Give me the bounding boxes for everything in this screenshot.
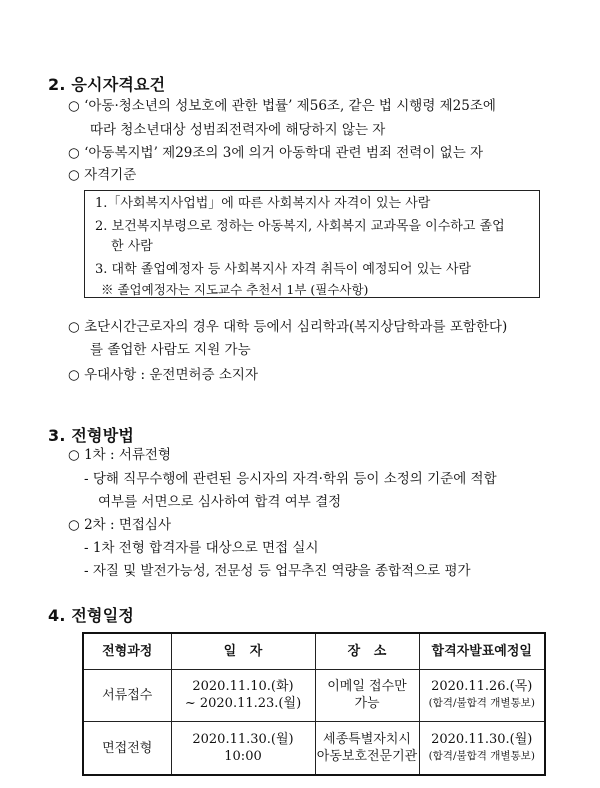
- qualification-2-cont: 한 사람: [111, 239, 153, 254]
- schedule-header-row: [83, 633, 545, 669]
- qualification-1: 1.「사회복지사업법」에 따른 사회복지사 자격이 있는 사람: [95, 196, 431, 211]
- date-cell: [171, 722, 315, 775]
- date-cell: [171, 669, 315, 722]
- selection-step-1-desc-cont: 여부를 서면으로 심사하여 합격 여부 결정: [98, 494, 342, 510]
- section-2-title: 2. 응시자격요건: [48, 75, 166, 94]
- schedule-row: [83, 722, 545, 775]
- qualification-note: ※ 졸업예정자는 지도교수 추천서 1부 (필수사항): [101, 282, 369, 297]
- date-line-1: 2020.11.30.(월): [192, 732, 294, 748]
- place-line-2: 아동보호전문기관: [316, 749, 418, 765]
- schedule-row: [83, 669, 545, 722]
- qualification-box: [84, 190, 540, 298]
- selection-step-2-desc-2: - 자질 및 발전가능성, 전문성 등 업무추진 역량을 종합적으로 평가: [84, 563, 471, 579]
- announce-date: 2020.11.26.(목): [431, 679, 533, 695]
- header-announce: 합격자발표예정일: [419, 633, 545, 669]
- announce-cell: [419, 722, 545, 775]
- announce-date: 2020.11.30.(월): [431, 732, 533, 748]
- eligibility-item-2: ○ ‘아동복지법’ 제29조의 3에 의거 아동학대 관련 범죄 전력이 없는 자: [68, 145, 484, 161]
- selection-step-1: ○ 1차 : 서류전형: [68, 447, 171, 463]
- announce-note: (합격/불합격 개별통보): [428, 697, 535, 710]
- schedule-table: [82, 632, 546, 776]
- date-line-2: 10:00: [224, 749, 262, 765]
- qualification-2: 2. 보건복지부령으로 정하는 아동복지, 사회복지 교과목을 이수하고 졸업: [95, 219, 505, 234]
- eligibility-item-1-cont: 따라 청소년대상 성범죄전력자에 해당하지 않는 자: [90, 122, 386, 138]
- header-date: 일 자: [171, 633, 315, 669]
- header-place: 장 소: [315, 633, 419, 669]
- selection-step-2-desc-1: - 1차 전형 합격자를 대상으로 면접 실시: [84, 540, 319, 556]
- date-line-1: 2020.11.10.(화): [192, 679, 294, 695]
- stage-cell: 서류접수: [83, 669, 171, 722]
- section-4-title: 4. 전형일정: [48, 606, 135, 625]
- announce-cell: [419, 669, 545, 722]
- selection-step-2: ○ 2차 : 면접심사: [68, 517, 171, 533]
- place-line-2: 가능: [354, 696, 380, 712]
- qualification-3: 3. 대학 졸업예정자 등 사회복지사 자격 취득이 예정되어 있는 사람: [95, 262, 472, 277]
- stage-cell: 면접전형: [83, 722, 171, 775]
- eligibility-item-4-cont: 를 졸업한 사람도 지원 가능: [90, 342, 251, 358]
- eligibility-item-3: ○ 자격기준: [68, 167, 137, 183]
- eligibility-item-4: ○ 초단시간근로자의 경우 대학 등에서 심리학과(복지상담학과를 포함한다): [68, 319, 508, 335]
- place-cell: [315, 722, 419, 775]
- header-stage: 전형과정: [83, 633, 171, 669]
- place-line-1: 이메일 접수만: [327, 679, 407, 695]
- eligibility-item-1: ○ ‘아동·청소년의 성보호에 관한 법률’ 제56조, 같은 법 시행령 제25조에: [68, 98, 496, 114]
- selection-step-1-desc: - 당해 직무수행에 관련된 응시자의 자격·학위 등이 소정의 기준에 적합: [84, 471, 497, 487]
- eligibility-item-5: ○ 우대사항 : 운전면허증 소지자: [68, 367, 258, 383]
- date-line-2: ~ 2020.11.23.(월): [184, 696, 302, 712]
- announce-note: (합격/불합격 개별통보): [428, 750, 535, 763]
- place-cell: [315, 669, 419, 722]
- section-3-title: 3. 전형방법: [48, 426, 135, 445]
- place-line-1: 세종특별자치시: [323, 732, 411, 748]
